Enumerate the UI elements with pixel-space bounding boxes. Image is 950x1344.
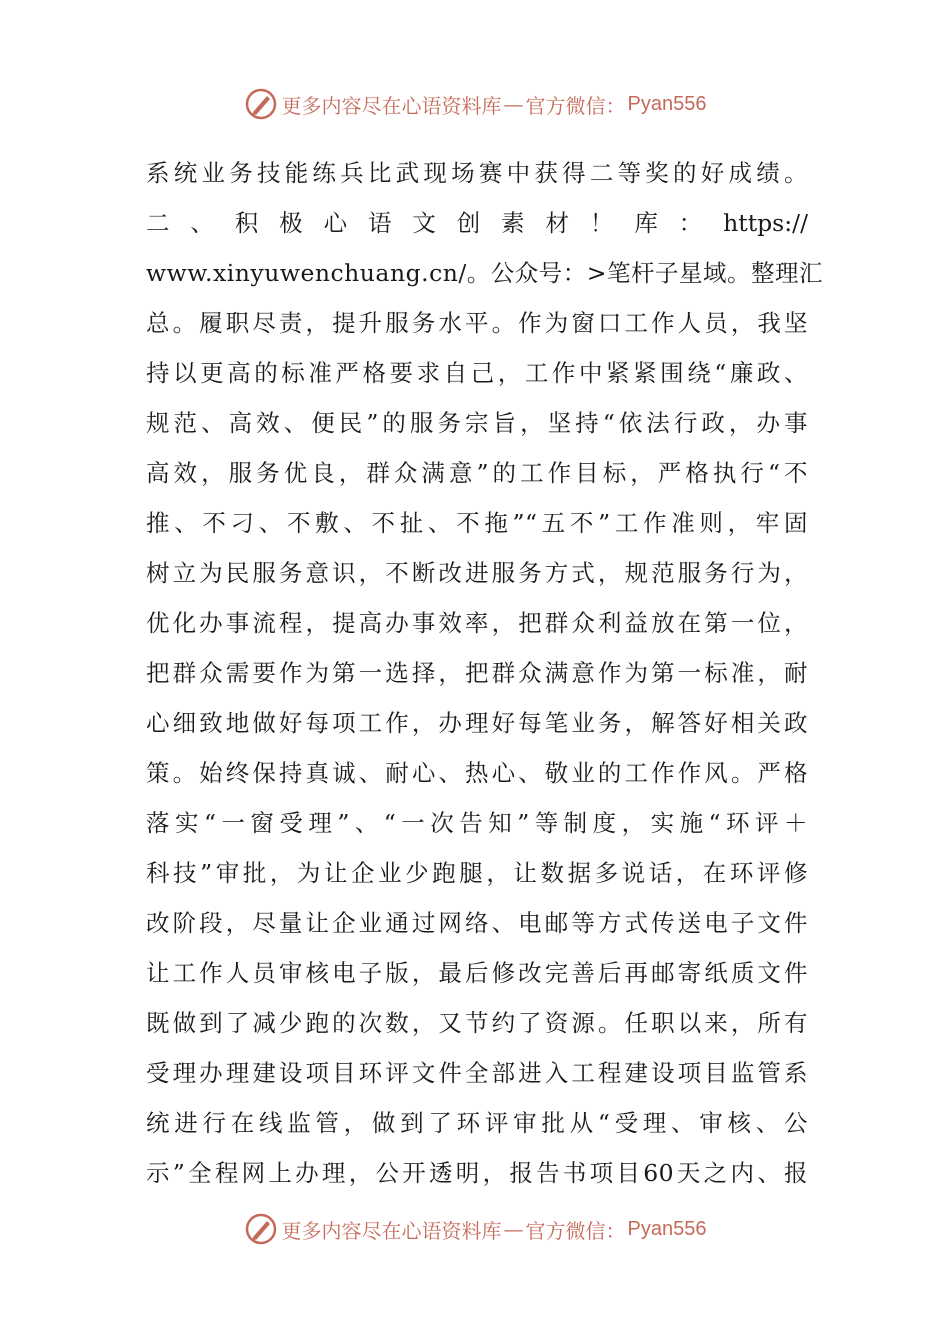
body-line: 规范、高效、便民”的服务宗旨，坚持“依法行政，办事 <box>146 409 808 437</box>
body-line: 持以更高的标准严格要求自己，工作中紧紧围绕“廉政、 <box>146 359 808 387</box>
pen-logo-icon <box>244 1212 278 1246</box>
banner-wechat-label: 官方微信： <box>525 93 626 118</box>
body-line: 改阶段，尽量让企业通过网络、电邮等方式传送电子文件 <box>146 909 808 937</box>
body-line: 推、不刁、不敷、不扯、不拖”“五不”工作准则，牢固 <box>146 509 808 537</box>
banner-wechat-label: 官方微信： <box>525 1218 626 1243</box>
body-line: 科技”审批，为让企业少跑腿，让数据多说话，在环评修 <box>146 859 808 887</box>
body-line: 受理办理建设项目环评文件全部进入工程建设项目监管系 <box>146 1059 808 1087</box>
body-line: 策。始终保持真诚、耐心、热心、敬业的工作作风。严格 <box>146 759 808 787</box>
body-line: 总。履职尽责，提升服务水平。作为窗口工作人员，我坚 <box>146 309 808 337</box>
banner-dash: — <box>503 1217 524 1241</box>
banner-wechat-id: Pyan556 <box>627 92 707 115</box>
body-line: 高效，服务优良，群众满意”的工作目标，严格执行“不 <box>146 459 808 487</box>
body-line: 系统业务技能练兵比武现场赛中获得二等奖的好成绩。 <box>146 159 808 187</box>
body-line: www.xinyuwenchuang.cn/。公众号：>笔杆子星域。整理汇 <box>146 259 823 287</box>
footer-banner <box>0 1209 950 1249</box>
body-line: 示”全程网上办理，公开透明，报告书项目60天之内、报 <box>146 1159 808 1187</box>
banner-title: 更多内容尽在心语资料库 <box>281 1218 502 1243</box>
body-line: 让工作人员审核电子版，最后修改完善后再邮寄纸质文件 <box>146 959 808 987</box>
header-banner <box>0 84 950 124</box>
body-line: 优化办事流程，提高办事效率，把群众利益放在第一位， <box>146 609 808 637</box>
body-line: 二 、 积 极 心 语 文 创 素 材 ！ 库 ： https:// <box>146 209 808 237</box>
body-line: 统进行在线监管，做到了环评审批从“受理、审核、公 <box>146 1109 808 1137</box>
banner-title: 更多内容尽在心语资料库 <box>281 93 502 118</box>
body-line: 既做到了减少跑的次数，又节约了资源。任职以来，所有 <box>146 1009 808 1037</box>
banner-dash: — <box>503 92 524 116</box>
body-line: 落实“一窗受理”、“一次告知”等制度，实施“环评＋ <box>146 809 808 837</box>
banner-wechat-id: Pyan556 <box>627 1217 707 1240</box>
document-body <box>146 148 823 1198</box>
body-line: 树立为民服务意识，不断改进服务方式，规范服务行为， <box>146 559 808 587</box>
pen-logo-icon <box>244 87 278 121</box>
body-line: 把群众需要作为第一选择，把群众满意作为第一标准，耐 <box>146 659 808 687</box>
body-line: 心细致地做好每项工作，办理好每笔业务，解答好相关政 <box>146 709 808 737</box>
